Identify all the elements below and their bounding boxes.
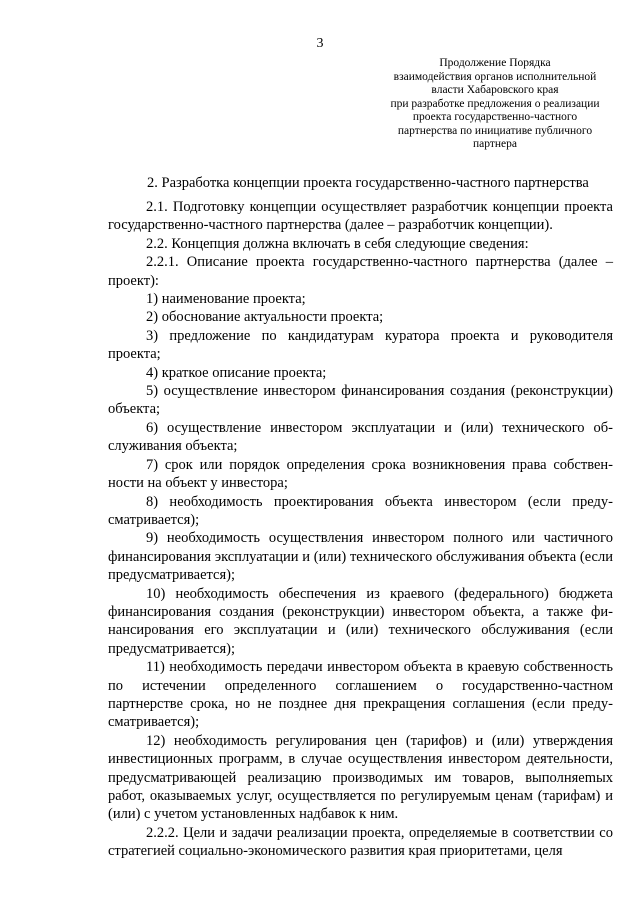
list-item: 8) необходимость проектирования объекта инвестором (если предусматривается);: [108, 493, 613, 528]
list-item: 2) обоснование актуальности проекта;: [146, 309, 384, 326]
list-item: 7) срок или порядок определения срока возникновения права собственности на объект у инвестора;: [108, 456, 613, 492]
list-item: 3) предложение по кандидатурам куратора проекта и руководителя проекта;: [108, 327, 613, 363]
list-item: 11) необходимость передачи инвестором объекта в краевую собственность по истечении определенного соглашением о государственно-частном партнерстве срока, но не позднее дня прекращения соглашения (если предусматривается);: [108, 659, 613, 731]
header-line: партнера: [473, 138, 517, 150]
paragraph: 2.2.2. Цели и задачи реализации проекта, определяемые в соответствии со стратегией социально-экономического развития края приоритетами, целя: [108, 824, 613, 860]
header-line: партнерства по инициативе публичного: [397, 124, 593, 137]
paragraph: 2.1. Подготовку концепции осуществляет разработчик концепции проекта государственно-частного партнерства (далее – разработчик концепции).: [108, 199, 613, 234]
list-item: 10) необходимость обеспечения из краевого (федерального) бюджета финансирования создания (реконструкции) инвестором объекта, а также финансирования его эксплуатации и (или) технического обслуживания (если предусматривается);: [108, 585, 613, 657]
list-item: 6) осуществление инвестором эксплуатации и (или) технического обслуживания объекта;: [108, 419, 613, 455]
paragraph: 2.2. Концепция должна включать в себя следующие сведения:: [146, 235, 529, 252]
list-item: 9) необходимость осуществления инвестором полного или частичного финансирования эксплуатации и (или) технического обслуживания объекта (если предусматривается);: [108, 530, 613, 584]
list-item: 4) краткое описание проекта;: [146, 364, 327, 381]
list-item: 1) наименование проекта;: [146, 291, 306, 308]
header-line: проекта государственно-частного: [412, 111, 578, 123]
page-number: 3: [316, 36, 324, 51]
paragraph: 2.2.1. Описание проекта государственно-частного партнерства (далее – проект):: [108, 254, 613, 289]
header-line: взаимодействия органов исполнительной: [393, 70, 597, 83]
header-line: власти Хабаровского края: [431, 84, 559, 96]
header-line: при разработке предложения о реализации: [390, 97, 600, 110]
header-line: Продолжение Порядка: [439, 57, 551, 69]
list-item: 5) осуществление инвестором финансирования создания (реконструкции) объекта;: [108, 383, 613, 418]
document-header: [360, 57, 630, 152]
document-body: [108, 198, 613, 861]
list-item: 12) необходимость регулирования цен (тарифов) и (или) утверждения инвестиционных программ, в случае осуществления инвестором деятельности, предусматривающей реализацию производимых им товаров, выполняеmых работ, оказываемых услуг, осуществляется по регулируемым ценам (тарифам) и (или) с учетом установленных надбавок к ним.: [108, 732, 613, 823]
section-title: 2. Разработка концепции проекта государственно-частного партнерства: [147, 175, 589, 191]
